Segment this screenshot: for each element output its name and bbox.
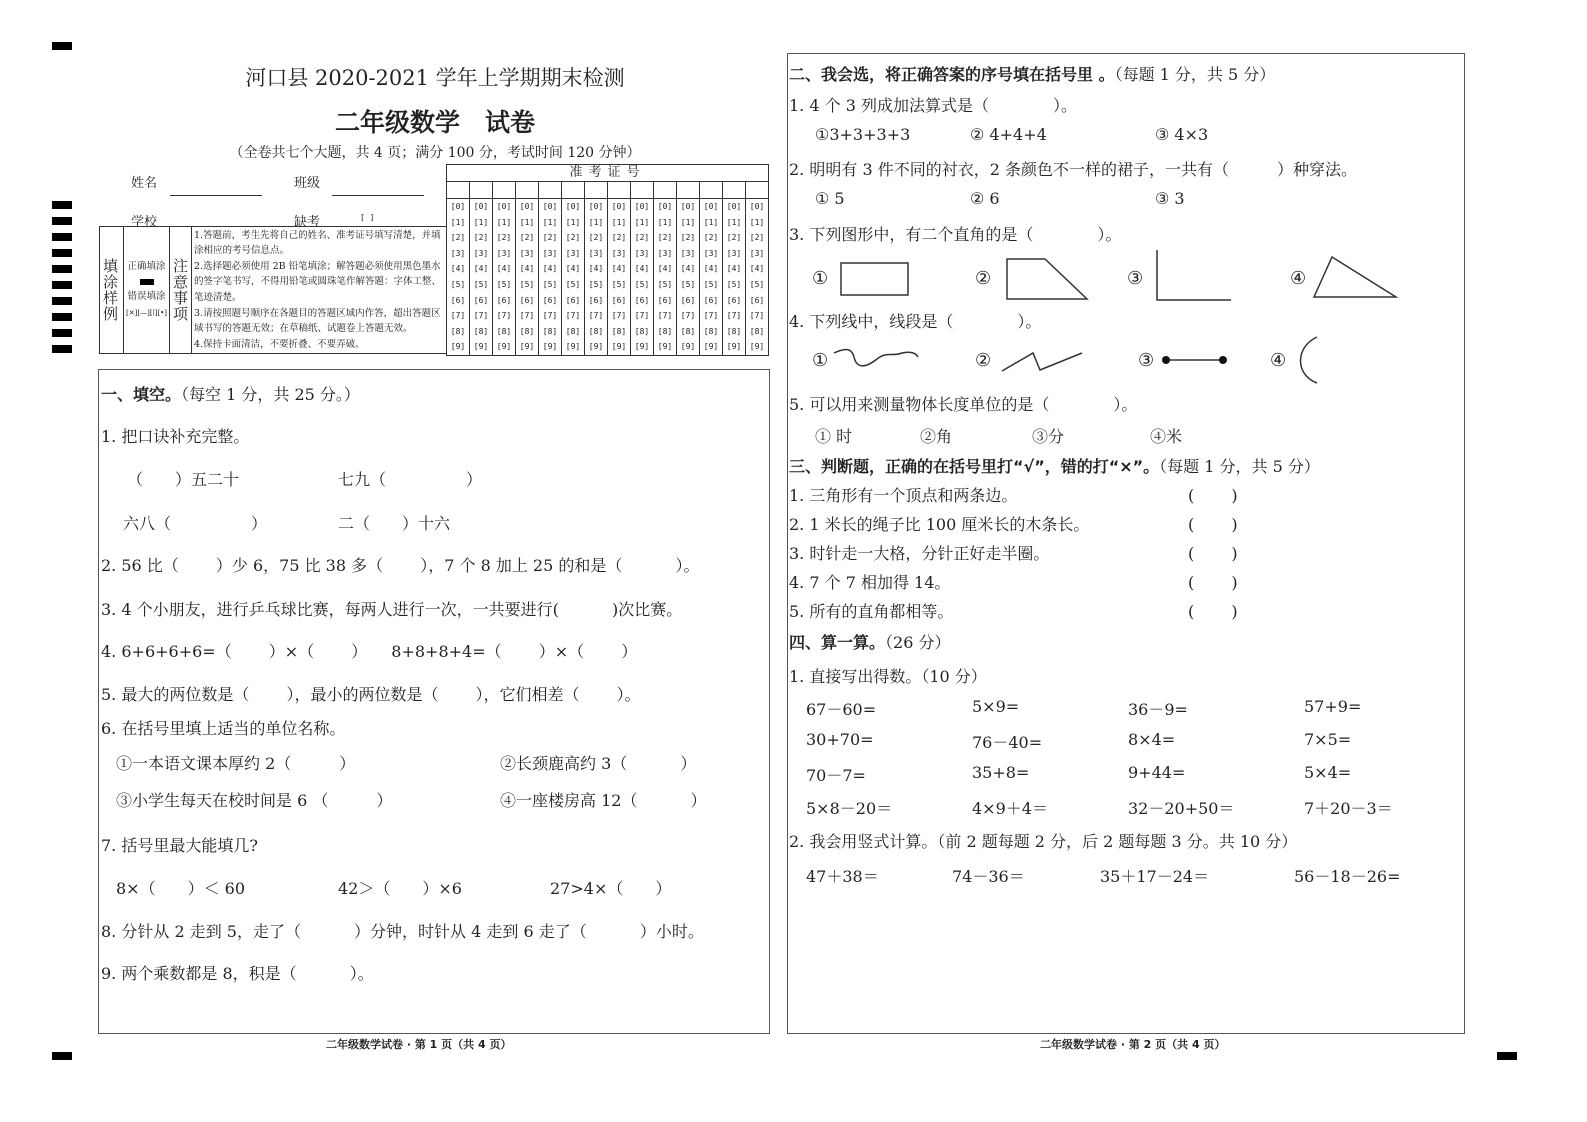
id-bubble[interactable]: [6] <box>654 293 677 309</box>
part1-q1d: 二（ ）十六 <box>338 514 451 533</box>
id-bubble[interactable]: [3] <box>654 246 677 262</box>
id-bubble[interactable]: [4] <box>654 261 677 277</box>
name-field[interactable] <box>170 195 262 196</box>
part1-q1b: 七九（ ） <box>338 470 483 489</box>
absent-label: 缺考 <box>294 215 321 230</box>
id-digit-box[interactable] <box>746 182 769 199</box>
correct-fill-label: 正确填涂 <box>127 261 166 272</box>
id-bubble[interactable]: [8] <box>631 324 654 340</box>
id-bubble[interactable]: [5] <box>539 277 562 293</box>
wrong-fill-examples: [✕][—][∣][•] <box>126 309 167 317</box>
curve-line <box>832 345 922 375</box>
id-bubble[interactable]: [9] <box>723 339 746 355</box>
part1-q6b: ②长颈鹿高约 3（ ） <box>500 754 697 773</box>
id-bubble[interactable]: [5] <box>654 277 677 293</box>
id-bubble[interactable]: [2] <box>585 230 608 246</box>
oral-calc-item: 35+8= <box>972 763 1030 782</box>
id-digit-box[interactable] <box>608 182 631 199</box>
id-digit-box[interactable] <box>700 182 723 199</box>
id-bubble[interactable]: [4] <box>470 261 493 277</box>
id-bubble[interactable]: [8] <box>585 324 608 340</box>
part2-q4: 4. 下列线中，线段是（ ）。 <box>789 312 1042 331</box>
id-bubble[interactable]: [1] <box>562 215 585 231</box>
timing-mark <box>52 329 72 337</box>
id-bubble[interactable]: [9] <box>608 339 631 355</box>
vertical-calc: 35＋17－24＝ <box>1100 867 1210 886</box>
part3-item: 5. 所有的直角都相等。 <box>789 602 954 621</box>
id-bubble[interactable]: [1] <box>585 215 608 231</box>
id-bubble[interactable]: [5] <box>723 277 746 293</box>
shape-label: ② <box>975 268 992 289</box>
exam-subject: 二年级数学 试卷 <box>334 108 535 137</box>
timing-mark <box>52 297 72 305</box>
id-bubble[interactable]: [6] <box>539 293 562 309</box>
id-bubble[interactable]: [0] <box>677 199 700 215</box>
id-bubble[interactable]: [0] <box>746 199 769 215</box>
id-bubble[interactable]: [4] <box>723 261 746 277</box>
id-bubble[interactable]: [1] <box>677 215 700 231</box>
oral-calc-item: 4×9＋4＝ <box>972 799 1048 818</box>
id-bubble[interactable]: [7] <box>608 308 631 324</box>
timing-mark <box>52 265 72 273</box>
id-bubble[interactable]: [9] <box>493 339 516 355</box>
fill-sample-label: 填涂样例 <box>101 258 119 322</box>
id-bubble[interactable]: [8] <box>700 324 723 340</box>
oral-calc-item: 8×4= <box>1128 730 1176 749</box>
id-digit-box[interactable] <box>585 182 608 199</box>
vertical-calc: 74－36＝ <box>952 867 1025 886</box>
arc-line <box>1295 335 1325 387</box>
id-bubble[interactable]: [6] <box>470 293 493 309</box>
id-bubble[interactable]: [8] <box>654 324 677 340</box>
oral-calc-item: 5×8－20＝ <box>806 799 893 818</box>
part1-q3: 3. 4 个小朋友，进行乒乓球比赛，每两人进行一次，一共要进行( )次比赛。 <box>101 600 683 619</box>
part2-q2-option: ② 6 <box>970 189 1000 208</box>
id-bubble[interactable]: [2] <box>539 230 562 246</box>
part2-q5: 5. 可以用来测量物体长度单位的是（ ）。 <box>789 395 1138 414</box>
id-bubble[interactable]: [5] <box>447 277 470 293</box>
id-bubble[interactable]: [0] <box>470 199 493 215</box>
part1-q7b: 42＞（ ）×6 <box>338 879 462 898</box>
id-bubble[interactable]: [4] <box>585 261 608 277</box>
id-bubble[interactable]: [5] <box>493 277 516 293</box>
id-bubble[interactable]: [7] <box>700 308 723 324</box>
notes-label: 注意事项 <box>171 258 189 322</box>
id-bubble[interactable]: [4] <box>631 261 654 277</box>
part3-answer-blank[interactable]: ( ) <box>1188 486 1238 505</box>
id-bubble[interactable]: [5] <box>746 277 769 293</box>
vertical-calc: 56－18－26= <box>1294 867 1401 886</box>
id-bubble[interactable]: [2] <box>608 230 631 246</box>
id-bubble[interactable]: [4] <box>493 261 516 277</box>
exam-id-grid[interactable] <box>446 164 769 356</box>
id-digit-box[interactable] <box>723 182 746 199</box>
id-bubble[interactable]: [3] <box>539 246 562 262</box>
timing-mark <box>52 313 72 321</box>
id-bubble[interactable]: [0] <box>654 199 677 215</box>
name-label: 姓名 <box>131 176 158 191</box>
id-bubble[interactable]: [3] <box>562 246 585 262</box>
id-bubble[interactable]: [3] <box>447 246 470 262</box>
oral-calc-item: 7×5= <box>1304 730 1352 749</box>
part1-q5: 5. 最大的两位数是（ ），最小的两位数是（ ），它们相差（ ）。 <box>101 685 641 704</box>
line-label: ③ <box>1138 350 1155 371</box>
id-bubble[interactable]: [6] <box>562 293 585 309</box>
part3-answer-blank[interactable]: ( ) <box>1188 515 1238 534</box>
id-bubble[interactable]: [9] <box>746 339 769 355</box>
timing-mark <box>52 345 72 353</box>
id-bubble[interactable]: [1] <box>654 215 677 231</box>
vertical-calc: 47＋38＝ <box>806 867 879 886</box>
id-bubble[interactable]: [6] <box>516 293 539 309</box>
part3-answer-blank[interactable]: ( ) <box>1188 602 1238 621</box>
alignment-marker <box>1497 1052 1517 1060</box>
id-bubble[interactable]: [4] <box>562 261 585 277</box>
part2-q5-option: ③分 <box>1032 427 1065 446</box>
id-bubble[interactable]: [2] <box>631 230 654 246</box>
id-bubble[interactable]: [7] <box>746 308 769 324</box>
id-bubble[interactable]: [2] <box>677 230 700 246</box>
id-bubble[interactable]: [7] <box>539 308 562 324</box>
part1-q9: 9. 两个乘数都是 8，积是（ ）。 <box>101 964 374 983</box>
note-item: 2.选择题必须使用 2B 铅笔填涂；解答题必须使用黑色墨水的签字笔书写，不得用铅笔或圆珠笔作解答题：字体工整、笔迹清楚。 <box>194 260 442 303</box>
id-bubble[interactable]: [3] <box>631 246 654 262</box>
part3-item: 1. 三角形有一个顶点和两条边。 <box>789 486 1018 505</box>
id-bubble[interactable]: [1] <box>493 215 516 231</box>
oral-calc-item: 76－40= <box>972 733 1043 752</box>
id-bubble[interactable]: [0] <box>631 199 654 215</box>
part4-sub2: 2. 我会用竖式计算。（前 2 题每题 2 分，后 2 题每题 3 分。共 10 分） <box>789 832 1298 851</box>
part3-answer-blank[interactable]: ( ) <box>1188 544 1238 563</box>
part1-q8: 8. 分针从 2 走到 5，走了（ ）分钟，时针从 4 走到 6 走了（ ）小时。 <box>101 922 704 941</box>
correct-fill-sample <box>140 279 154 285</box>
id-bubble[interactable]: [0] <box>562 199 585 215</box>
id-digit-box[interactable] <box>470 182 493 199</box>
id-bubble[interactable]: [2] <box>723 230 746 246</box>
id-bubble[interactable]: [8] <box>470 324 493 340</box>
part1-q6: 6. 在括号里填上适当的单位名称。 <box>101 719 346 738</box>
id-digit-box[interactable] <box>516 182 539 199</box>
id-bubble[interactable]: [7] <box>654 308 677 324</box>
rectangle-shape <box>840 262 910 296</box>
part4-sub1: 1. 直接写出得数。（10 分） <box>789 667 987 686</box>
part2-q2-option: ③ 3 <box>1155 189 1185 208</box>
id-bubble[interactable]: [8] <box>516 324 539 340</box>
id-bubble[interactable]: [9] <box>700 339 723 355</box>
id-bubble[interactable]: [3] <box>470 246 493 262</box>
id-bubble[interactable]: [7] <box>493 308 516 324</box>
part3-item: 2. 1 米长的绳子比 100 厘米长的木条长。 <box>789 515 1090 534</box>
id-bubble[interactable]: [3] <box>746 246 769 262</box>
shape-label: ③ <box>1127 268 1144 289</box>
part1-q1a: （ ）五二十 <box>127 470 240 489</box>
oral-calc-item: 9+44= <box>1128 763 1186 782</box>
id-bubble[interactable]: [7] <box>723 308 746 324</box>
part2-q2: 2. 明明有 3 件不同的衬衣，2 条颜色不一样的裙子，一共有（ ）种穿法。 <box>789 160 1357 179</box>
trapezoid-shape <box>1005 257 1090 302</box>
note-item: 4.保持卡面清洁，不要折叠、不要弄破。 <box>194 338 365 350</box>
exam-title: 河口县 2020-2021 学年上学期期末检测 <box>245 66 625 90</box>
id-bubble[interactable]: [2] <box>470 230 493 246</box>
id-bubble[interactable]: [0] <box>539 199 562 215</box>
part1-q2: 2. 56 比（ ）少 6，75 比 38 多（ ），7 个 8 加上 25 的和是（ ）。 <box>101 556 700 575</box>
id-bubble[interactable]: [7] <box>516 308 539 324</box>
id-bubble[interactable]: [1] <box>447 215 470 231</box>
part1-q7c: 27>4×（ ） <box>550 879 672 898</box>
id-bubble[interactable]: [2] <box>516 230 539 246</box>
id-bubble[interactable]: [8] <box>539 324 562 340</box>
id-bubble[interactable]: [5] <box>516 277 539 293</box>
id-bubble[interactable]: [5] <box>585 277 608 293</box>
id-bubble[interactable]: [8] <box>608 324 631 340</box>
timing-mark <box>52 281 72 289</box>
id-bubble[interactable]: [4] <box>746 261 769 277</box>
part2-heading: 二、我会选，将正确答案的序号填在括号里 。（每题 1 分，共 5 分） <box>789 65 1276 84</box>
id-bubble[interactable]: [2] <box>562 230 585 246</box>
line-label: ④ <box>1270 350 1287 371</box>
page1-footer: 二年级数学试卷 · 第 1 页（共 4 页） <box>326 1038 512 1051</box>
shape-label: ① <box>812 268 829 289</box>
id-bubble[interactable]: [1] <box>608 215 631 231</box>
id-bubble[interactable]: [4] <box>539 261 562 277</box>
line-label: ① <box>812 350 829 371</box>
oral-calc-item: 67－60= <box>806 700 877 719</box>
id-bubble[interactable]: [8] <box>562 324 585 340</box>
shape-label: ④ <box>1290 268 1307 289</box>
part1-q6d: ④一座楼房高 12（ ） <box>500 791 707 810</box>
oral-calc-item: 5×4= <box>1304 763 1352 782</box>
part2-q1-option: ② 4+4+4 <box>970 125 1047 144</box>
part1-q6a: ①一本语文课本厚约 2（ ） <box>116 754 356 773</box>
part3-item: 3. 时针走一大格，分针正好走半圈。 <box>789 544 1050 563</box>
id-bubble[interactable]: [0] <box>516 199 539 215</box>
id-bubble[interactable]: [8] <box>677 324 700 340</box>
id-bubble[interactable]: [3] <box>585 246 608 262</box>
id-bubble[interactable]: [8] <box>493 324 516 340</box>
part4-heading: 四、算一算。（26 分） <box>789 633 951 652</box>
id-bubble[interactable]: [6] <box>631 293 654 309</box>
id-digit-box[interactable] <box>539 182 562 199</box>
id-bubble[interactable]: [4] <box>608 261 631 277</box>
id-bubble[interactable]: [6] <box>677 293 700 309</box>
id-bubble[interactable]: [3] <box>608 246 631 262</box>
id-bubble[interactable]: [4] <box>677 261 700 277</box>
id-bubble[interactable]: [0] <box>700 199 723 215</box>
id-bubble[interactable]: [2] <box>493 230 516 246</box>
part3-heading: 三、判断题，正确的在括号里打“√”，错的打“×”。（每题 1 分，共 5 分） <box>789 457 1320 476</box>
id-digit-box[interactable] <box>654 182 677 199</box>
part2-q1-option: ①3+3+3+3 <box>815 125 911 144</box>
note-item: 3.请按照题号顺序在各题目的答题区域内作答，超出答题区域书写的答题无效；在草稿纸、试题卷上答题无效。 <box>194 307 441 335</box>
id-bubble[interactable]: [7] <box>631 308 654 324</box>
line-label: ② <box>975 350 992 371</box>
id-bubble[interactable]: [0] <box>585 199 608 215</box>
id-bubble[interactable]: [2] <box>654 230 677 246</box>
exam-info: （全卷共七个大题，共 4 页；满分 100 分，考试时间 120 分钟） <box>229 145 641 161</box>
id-bubble[interactable]: [6] <box>608 293 631 309</box>
part1-heading: 一、填空。（每空 1 分，共 25 分。） <box>101 385 360 404</box>
school-label: 学校 <box>131 215 158 230</box>
exam-id-title: 准考证号 <box>447 165 769 182</box>
id-bubble[interactable]: [1] <box>631 215 654 231</box>
id-bubble[interactable]: [1] <box>700 215 723 231</box>
part2-q5-option: ④米 <box>1150 427 1183 446</box>
triangle-shape <box>1312 255 1400 300</box>
id-bubble[interactable]: [7] <box>470 308 493 324</box>
id-bubble[interactable]: [7] <box>677 308 700 324</box>
oral-calc-item: 36－9= <box>1128 700 1188 719</box>
part2-q2-option: ① 5 <box>815 189 845 208</box>
id-bubble[interactable]: [2] <box>447 230 470 246</box>
oral-calc-item: 7＋20－3＝ <box>1304 799 1393 818</box>
fill-instructions <box>99 226 447 354</box>
part2-q1-option: ③ 4×3 <box>1155 125 1209 144</box>
id-bubble[interactable]: [1] <box>746 215 769 231</box>
oral-calc-item: 32－20+50＝ <box>1128 799 1235 818</box>
alignment-marker <box>52 1052 72 1060</box>
id-bubble[interactable]: [3] <box>677 246 700 262</box>
id-bubble[interactable]: [2] <box>746 230 769 246</box>
class-label: 班级 <box>294 176 321 191</box>
id-bubble[interactable]: [6] <box>746 293 769 309</box>
id-digit-box[interactable] <box>631 182 654 199</box>
id-bubble[interactable]: [5] <box>677 277 700 293</box>
id-bubble[interactable]: [3] <box>700 246 723 262</box>
absent-checkbox[interactable]: [ ] <box>360 213 375 222</box>
alignment-marker <box>52 42 72 50</box>
id-bubble[interactable]: [7] <box>447 308 470 324</box>
id-bubble[interactable]: [8] <box>746 324 769 340</box>
part2-q3: 3. 下列图形中，有二个直角的是（ ）。 <box>789 225 1122 244</box>
part1-q7a: 8×（ ）＜ 60 <box>116 879 246 898</box>
id-bubble[interactable]: [1] <box>516 215 539 231</box>
id-bubble[interactable]: [9] <box>631 339 654 355</box>
oral-calc-item: 5×9= <box>972 697 1020 716</box>
id-bubble[interactable]: [1] <box>539 215 562 231</box>
id-bubble[interactable]: [6] <box>447 293 470 309</box>
id-bubble[interactable]: [4] <box>700 261 723 277</box>
id-bubble[interactable]: [9] <box>539 339 562 355</box>
wrong-fill-label: 错误填涂 <box>127 291 166 302</box>
right-angle-shape <box>1155 250 1235 305</box>
id-bubble[interactable]: [7] <box>562 308 585 324</box>
id-bubble[interactable]: [3] <box>723 246 746 262</box>
id-bubble[interactable]: [1] <box>470 215 493 231</box>
id-bubble[interactable]: [9] <box>654 339 677 355</box>
oral-calc-item: 70－7= <box>806 766 866 785</box>
note-item: 1.答题前，考生先将自己的姓名、准考证号填写清楚，并填涂相应的考号信息点。 <box>194 229 441 257</box>
class-field[interactable] <box>332 195 424 196</box>
id-bubble[interactable]: [9] <box>677 339 700 355</box>
part3-answer-blank[interactable]: ( ) <box>1188 573 1238 592</box>
line-segment <box>1160 352 1230 368</box>
part1-q4: 4. 6+6+6+6=（ ）×（ ） 8+8+8+4=（ ）×（ ） <box>101 642 638 661</box>
id-bubble[interactable]: [2] <box>700 230 723 246</box>
id-digit-box[interactable] <box>677 182 700 199</box>
part3-item: 4. 7 个 7 相加得 14。 <box>789 573 951 592</box>
part2-q5-option: ① 时 <box>815 427 853 446</box>
timing-mark <box>52 201 72 209</box>
id-bubble[interactable]: [9] <box>470 339 493 355</box>
id-digit-box[interactable] <box>562 182 585 199</box>
zigzag-line <box>1000 345 1090 375</box>
id-bubble[interactable]: [0] <box>493 199 516 215</box>
id-bubble[interactable]: [1] <box>723 215 746 231</box>
id-bubble[interactable]: [5] <box>608 277 631 293</box>
id-bubble[interactable]: [5] <box>562 277 585 293</box>
part1-q7: 7. 括号里最大能填几? <box>101 836 258 855</box>
id-bubble[interactable]: [3] <box>516 246 539 262</box>
timing-mark <box>52 217 72 225</box>
id-bubble[interactable]: [8] <box>447 324 470 340</box>
part2-q5-option: ②角 <box>920 427 953 446</box>
id-bubble[interactable]: [6] <box>585 293 608 309</box>
id-bubble[interactable]: [5] <box>631 277 654 293</box>
id-bubble[interactable]: [9] <box>585 339 608 355</box>
id-digit-box[interactable] <box>447 182 470 199</box>
id-bubble[interactable]: [6] <box>700 293 723 309</box>
id-digit-box[interactable] <box>493 182 516 199</box>
id-bubble[interactable]: [4] <box>447 261 470 277</box>
part1-q6c: ③小学生每天在校时间是 6 （ ） <box>116 791 393 810</box>
id-bubble[interactable]: [0] <box>723 199 746 215</box>
part2-q1: 1. 4 个 3 列成加法算式是（ ）。 <box>789 96 1077 115</box>
oral-calc-item: 57+9= <box>1304 697 1362 716</box>
id-bubble[interactable]: [8] <box>723 324 746 340</box>
id-bubble[interactable]: [6] <box>723 293 746 309</box>
oral-calc-item: 30+70= <box>806 730 874 749</box>
id-bubble[interactable]: [5] <box>700 277 723 293</box>
id-bubble[interactable]: [7] <box>585 308 608 324</box>
id-bubble[interactable]: [5] <box>470 277 493 293</box>
id-bubble[interactable]: [3] <box>493 246 516 262</box>
id-bubble[interactable]: [9] <box>516 339 539 355</box>
part1-q1c: 六八（ ） <box>123 514 268 533</box>
id-bubble[interactable]: [0] <box>608 199 631 215</box>
id-bubble[interactable]: [9] <box>447 339 470 355</box>
page2-footer: 二年级数学试卷 · 第 2 页（共 4 页） <box>1040 1038 1226 1051</box>
timing-mark <box>52 233 72 241</box>
id-bubble[interactable]: [4] <box>516 261 539 277</box>
id-bubble[interactable]: [0] <box>447 199 470 215</box>
id-bubble[interactable]: [9] <box>562 339 585 355</box>
id-bubble[interactable]: [6] <box>493 293 516 309</box>
timing-mark <box>52 249 72 257</box>
part1-q1: 1. 把口诀补充完整。 <box>101 427 250 446</box>
